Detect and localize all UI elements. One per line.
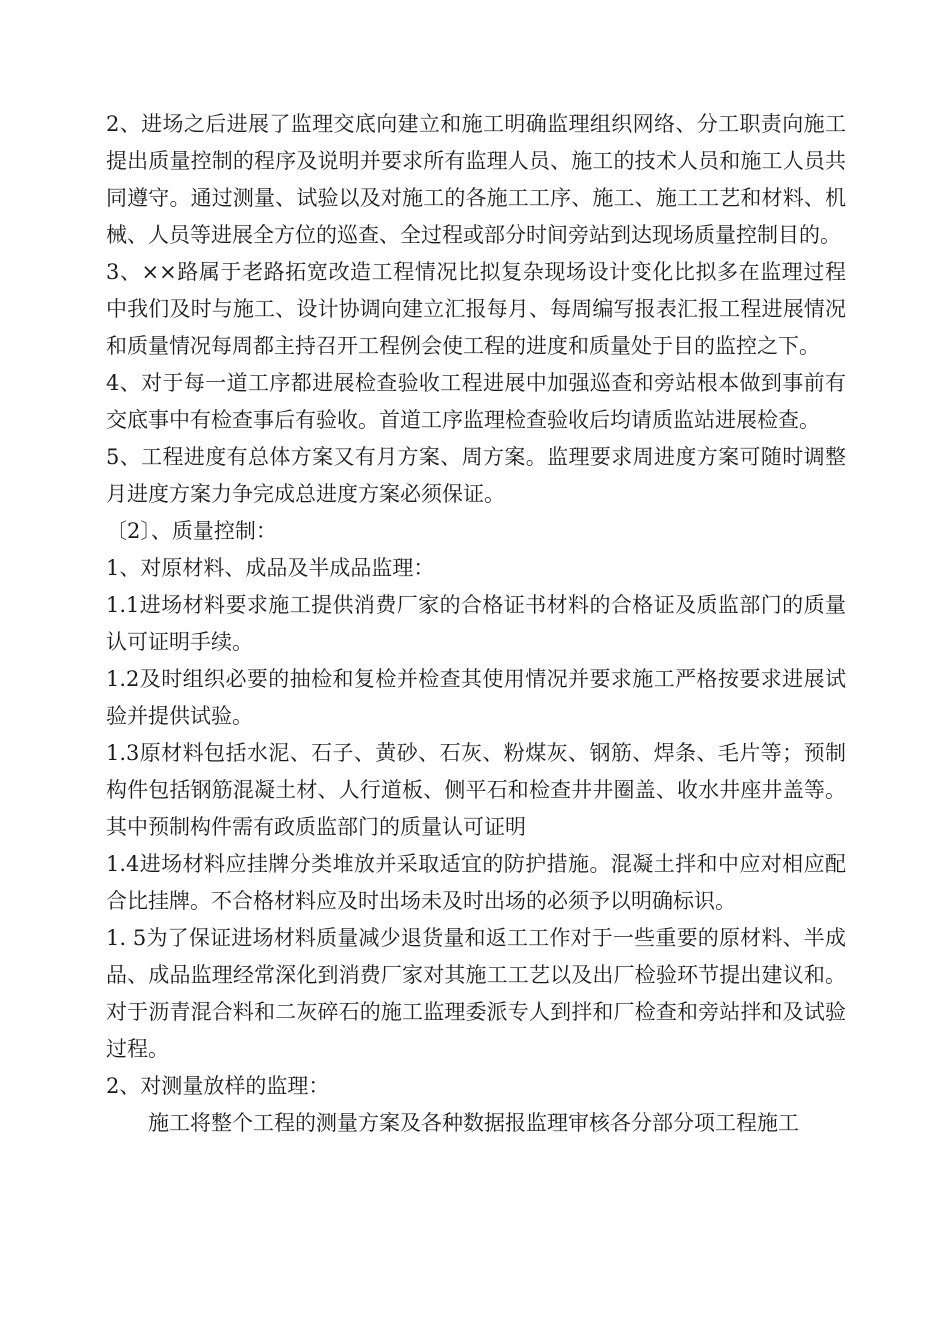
document-page bbox=[106, 106, 846, 1142]
paragraph-item-3: 3、××路属于老路拓宽改造工程情况比拟复杂现场设计变化比拟多在监理过程中我们及时与施工、设计协调向建立汇报每月、每周编写报表汇报工程进展情况和质量情况每周都主持召开工程例会使工程的进度和质量处于目的监控之下。 bbox=[106, 260, 846, 358]
paragraph-item-1-3: 1.3原材料包括水泥、石子、黄砂、石灰、粉煤灰、钢筋、焊条、毛片等；预制构件包括钢筋混凝土材、人行道板、侧平石和检查井井圈盖、收水井座井盖等。其中预制构件需有政质监部门的质量认可证明 bbox=[106, 741, 846, 839]
paragraph-item-2: 2、进场之后进展了监理交底向建立和施工明确监理组织网络、分工职责向施工提出质量控制的程序及说明并要求所有监理人员、施工的技术人员和施工人员共同遵守。通过测量、试验以及对施工的各施工工序、施工、施工工艺和材料、机械、人员等进展全方位的巡查、全过程或部分时间旁站到达现场质量控制目的。 bbox=[106, 112, 846, 247]
paragraph-item-4: 4、对于每一道工序都进展检查验收工程进展中加强巡查和旁站根本做到事前有交底事中有检查事后有验收。首道工序监理检查验收后均请质监站进展检查。 bbox=[106, 371, 846, 432]
paragraph-item-1-5: 1. 5为了保证进场材料质量减少退货量和返工工作对于一些重要的原材料、半成品、成品监理经常深化到消费厂家对其施工工艺以及出厂检验环节提出建议和。对于沥青混合料和二灰碎石的施工监理委派专人到拌和厂检查和旁站拌和及试验过程。 bbox=[106, 926, 846, 1061]
subsection-heading-materials: 1、对原材料、成品及半成品监理： bbox=[106, 556, 435, 580]
paragraph-survey-body: 施工将整个工程的测量方案及各种数据报监理审核各分部分项工程施工 bbox=[148, 1111, 799, 1135]
subsection-heading-survey: 2、对测量放样的监理： bbox=[106, 1074, 330, 1098]
section-heading-quality-control: 〔2〕、质量控制： bbox=[106, 519, 277, 543]
paragraph-item-1-4: 1.4进场材料应挂牌分类堆放并采取适宜的防护措施。混凝土拌和中应对相应配合比挂牌。不合格材料应及时出场未及时出场的必须予以明确标识。 bbox=[106, 852, 846, 913]
paragraph-item-1-1: 1.1进场材料要求施工提供消费厂家的合格证书材料的合格证及质监部门的质量认可证明手续。 bbox=[106, 593, 846, 654]
paragraph-item-1-2: 1.2及时组织必要的抽检和复检并检查其使用情况并要求施工严格按要求进展试验并提供试验。 bbox=[106, 667, 846, 728]
paragraph-item-5: 5、工程进度有总体方案又有月方案、周方案。监理要求周进度方案可随时调整月进度方案力争完成总进度方案必须保证。 bbox=[106, 445, 846, 506]
